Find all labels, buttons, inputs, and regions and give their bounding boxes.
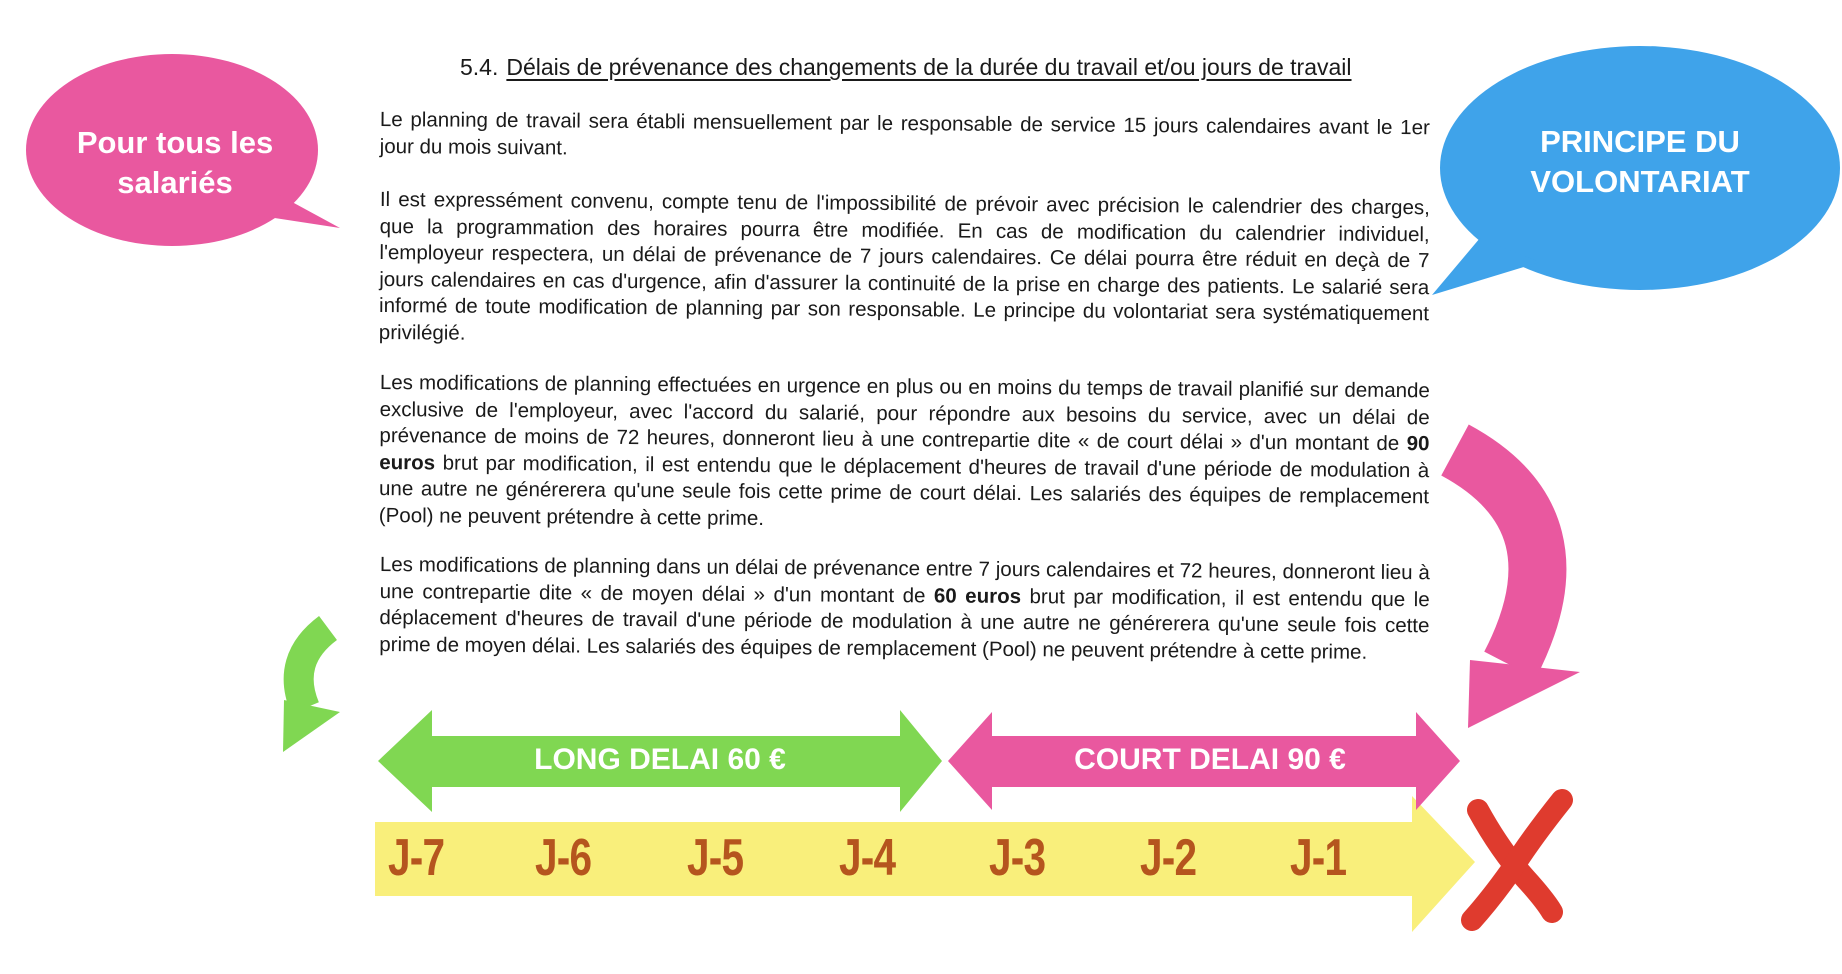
section-number: 5.4. <box>460 54 499 80</box>
paragraph-modification <box>379 187 1430 354</box>
pink-curved-arrow <box>1455 450 1580 728</box>
paragraph-medium-delay <box>379 552 1430 666</box>
red-cross-icon <box>1472 800 1562 920</box>
timeline-day: J-1 <box>1290 829 1347 887</box>
section-title: Délais de prévenance des changements de la durée du travail et/ou jours de travail <box>506 54 1352 80</box>
timeline-day: J-7 <box>388 829 445 887</box>
timeline-day: J-5 <box>687 829 744 887</box>
timeline-day: J-4 <box>839 829 896 887</box>
left-bubble-text: Pour tous les salariés <box>76 125 274 200</box>
paragraph-text-part2: brut par modification, il est entendu que le déplacement d'heures de travail d'une période de modulation à une autre ne générerera qu'une seule fois cette prime de court délai. Les salariés des équipes de remplacement (Pool) ne peuvent prétendre à cette prime. <box>378 450 1430 530</box>
paragraph-text-part1: Les modifications de planning effectuées en urgence en plus ou en moins du temps de travail planifié sur demande exclusive de l'employeur, avec l'accord du salarié, pour répondre aux besoins du service, avec un délai de prévenance de moins de 72 heures, donneront lieu à une contrepartie dite « de court délai » d'un montant de <box>379 370 1430 456</box>
long-delay-label: LONG DELAI 60 € <box>534 743 786 776</box>
paragraph-text-part1: Les modifications de planning dans un délai de prévenance entre 7 jours calendaires et 72 heures, donneront lieu à une contrepartie dite « de moyen délai » d'un montant de <box>379 553 1430 607</box>
paragraph-text-part2: brut par modification, il est entendu que le déplacement d'heures de travail d'une période de modulation à une autre ne générerera qu'une seule fois cette prime de moyen délai. Les salariés des équipes de remplacement (Pool) ne peuvent prétendre à cette prime. <box>379 584 1430 664</box>
timeline-day: J-3 <box>989 829 1046 887</box>
paragraph-text: Le planning de travail sera établi mensuellement par le responsable de service 15 jours calendaires avant le 1er jour du mois suivant. <box>379 107 1430 159</box>
paragraph-planning <box>380 107 1430 168</box>
timeline-day: J-6 <box>535 829 592 887</box>
section-heading <box>460 54 1352 81</box>
amount-60-euros: 60 euros <box>933 583 1022 608</box>
green-curved-arrow <box>283 628 340 752</box>
amount-90-euros: 90 euros <box>379 432 1430 474</box>
paragraph-text: Il est expressément convenu, compte tenu de l'impossibilité de prévoir avec précision le calendrier des charges, que la programmation des horaires pourra être modifiée. En cas de modification du calendrier individuel, l'employeur respectera, un délai de prévenance de 7 jours calendaires. Ce délai pourra être réduit en deçà de 7 jours calendaires en cas d'urgence, afin d'assurer la continuité de la prise en charge des patients. Le salarié sera informé de toute modification de planning par son responsable. Le principe du volontariat sera systématiquement privilégié. <box>378 187 1430 345</box>
right-bubble-text: PRINCIPE DU VOLONTARIAT <box>1530 124 1750 199</box>
paragraph-short-delay <box>379 370 1430 537</box>
timeline-day: J-2 <box>1140 829 1197 887</box>
short-delay-label: COURT DELAI 90 € <box>1074 743 1346 776</box>
